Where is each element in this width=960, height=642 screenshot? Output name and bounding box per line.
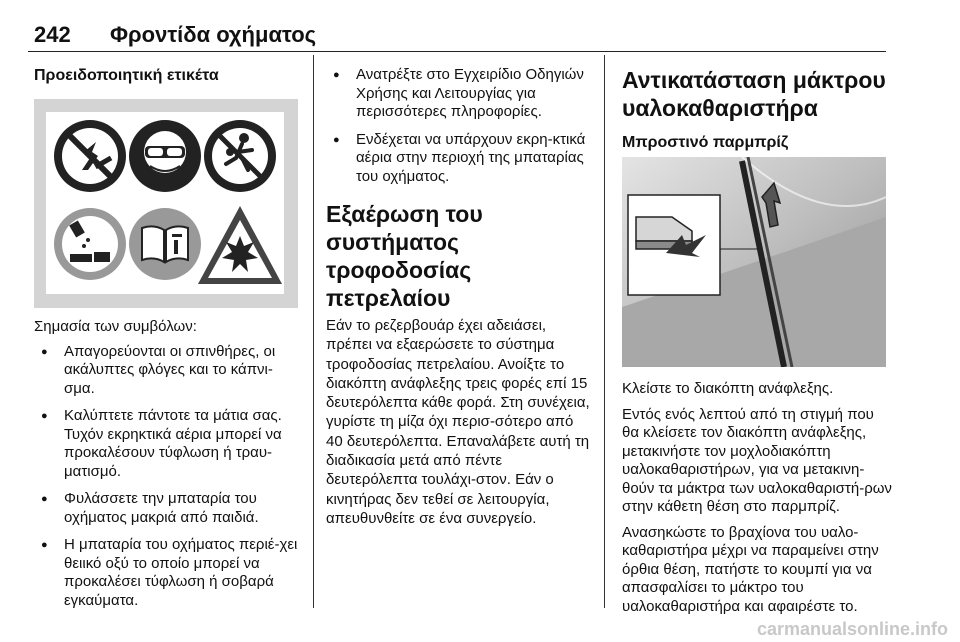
page-header [28,22,888,50]
read-manual-icon [129,208,201,280]
wiper-blade-figure [622,157,886,367]
warning-symbols-graphic [46,112,284,294]
header-divider [28,51,886,52]
list-item: ● Ενδέχεται να υπάρχουν εκρη-κτικά αέρια στην περιοχή της μπαταρίας του οχήματος. [326,131,592,187]
symbol-meanings-list [34,343,302,611]
no-smoking-icon [54,120,126,192]
list-item: ● Απαγορεύονται οι σπινθήρες, οι ακάλυπτες φλόγες και το κάπνι-σμα. [34,343,302,399]
wiper-illustration [622,157,886,367]
middle-column [326,66,592,528]
right-column-text [622,380,892,616]
warning-label-inner [46,112,284,294]
remove-blade-paragraph: Ανασηκώστε το βραχίονα του υαλο-καθαριστήρα μέχρι να παραμείνει στην όρθια θέση, πατήστε το κουμπί για να απασφαλίσει το μάκτρο του υαλοκαθαριστήρα και αφαιρέστε το. [622,523,879,615]
left-column-text [34,318,302,610]
fuel-system-bleeding-paragraph: Εάν το ρεζερβουάρ έχει αδειάσει, πρέπει να εξαερώσετε το σύστημα τροφοδοσίας πετρελαίου. Ανοίξτε το διακόπτη ανάφλεξης τρεις φορές επί 15 δευτερόλεπτα κάθε φορά. Στη συνέχεια, γυρίστε τη μίζα όχι περισ-σότερο από 40 δευτερόλεπτα. Επαναλάβετε αυτή τη διαδικασία μετά από πέντε δευτερόλεπτα τουλάχι-στον. Εάν ο κινητήρας δεν τεθεί σε λειτουργία, απευθυνθείτε σε ένα συνεργείο. [326,317,590,527]
list-item: ● Η μπαταρία του οχήματος περιέ-χει θειικό οξύ το οποίο μπορεί να προκαλέσει τύφλωση ή σοβαρά εγκαύματα. [34,536,302,610]
column-divider-left [313,55,314,608]
wiper-blade-replacement-heading: Αντικατάσταση μάκτρου υαλοκαθαριστήρα [622,67,886,121]
list-item: ● Φυλάσσετε την μπαταρία του οχήματος μακριά από παιδιά. [34,490,302,527]
eye-protection-icon [129,120,201,192]
right-column [622,66,888,152]
column-divider-right [604,55,605,608]
symbols-intro: Σημασία των συμβόλων: [34,318,197,335]
fuel-system-bleeding-heading: Εξαέρωση του συστήματος τροφοδοσίας πετρελαίου [326,201,483,311]
watermark: carmanualsonline.info [756,619,948,639]
page-number: 242 [34,22,71,47]
list-item: ● Ανατρέξτε στο Εγχειρίδιο Οδηγιών Χρήσης και Λειτουργίας για περισσότερες πληροφορίες. [326,66,592,122]
page-title: Φροντίδα οχήματος [110,22,317,47]
warning-label-heading: Προειδοποιητική ετικέτα [34,67,219,84]
manual-notes-list [326,66,592,186]
acid-hazard-icon [54,208,126,280]
keep-children-away-icon [204,120,276,192]
windscreen-subheading: Μπροστινό παρμπρίζ [622,134,789,151]
wiper-vertical-paragraph: Εντός ενός λεπτού από τη στιγμή που θα κλείσετε τον διακόπτη ανάφλεξης, μετακινήστε τον μοχλοδιακόπτη υαλοκαθαριστήρων, για να μετακινη-θούν τα μάκτρα των υαλοκαθαριστή-ρων στην κάθετη θέση στο παρμπρίζ. [622,405,892,515]
left-column [34,60,300,85]
ignition-off-paragraph: Κλείστε το διακόπτη ανάφλεξης. [622,380,834,397]
explosion-hazard-icon [198,206,282,284]
list-item: ● Καλύπτετε πάντοτε τα μάτια σας. Τυχόν εκρηκτικά αέρια μπορεί να προκαλέσουν τύφλωση ή τραυ-ματισμό. [34,407,302,481]
